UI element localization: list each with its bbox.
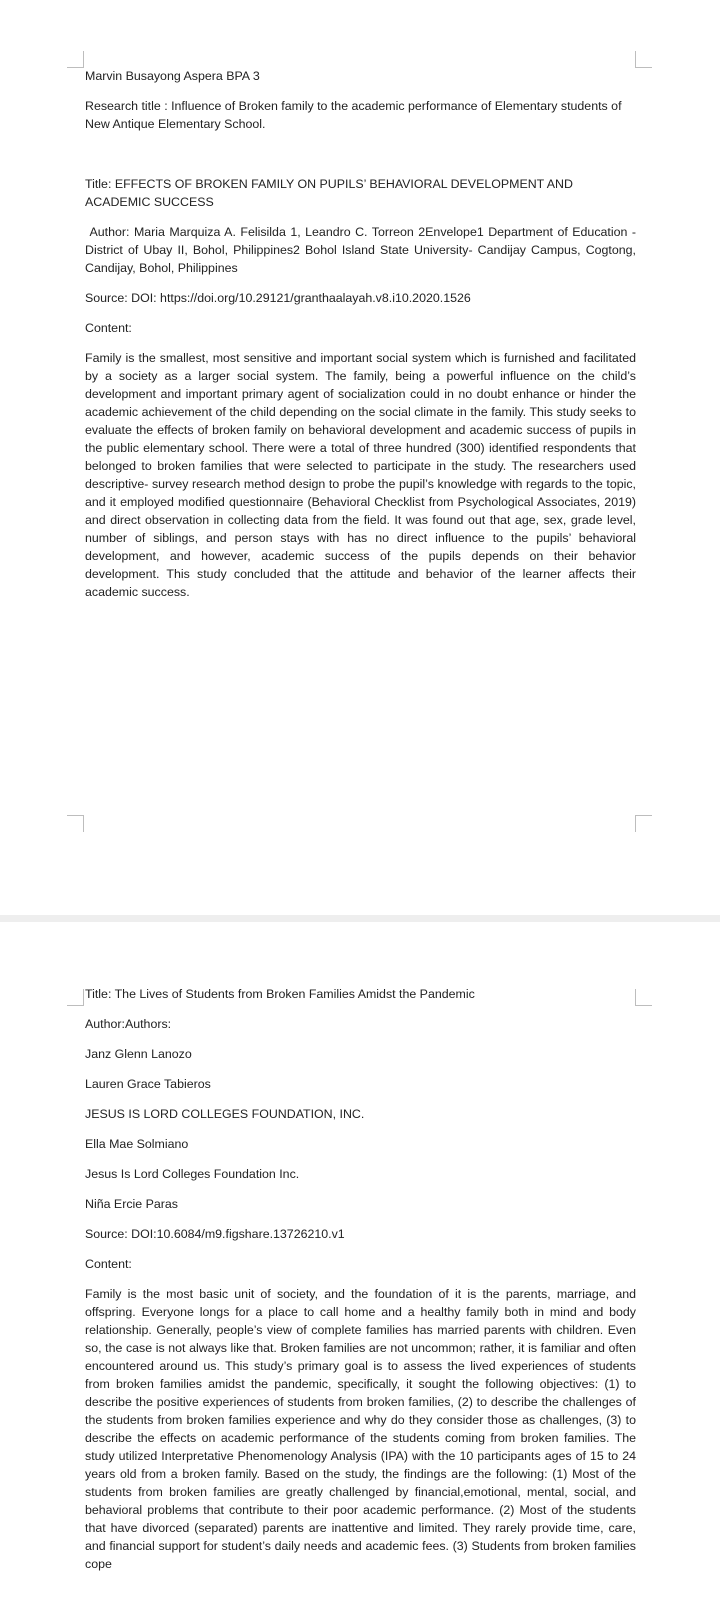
content-paragraph: Family is the most basic unit of society, and the foundation of it is the parents, marriage, and offspring. Everyone longs for a place to call home and a healthy family both in mind and body relationship. Generally, people’s view of complete families has married parents with children. Even so, the case is not always like that. Broken families are not uncommon; rather, it is familiar and often encountered around us. This study’s primary goal is to assess the lived experiences of students from broken families amidst the pandemic, specifically, it sought the following objectives: (1) to describe the positive experiences of students from broken families, (2) to describe the challenges of the students from broken families experience and why do they consider those as challenges, (3) to describe the effects on academic performance of the students coming from broken families. The study utilized Interpretative Phenomenology Analysis (IPA) with the 10 participants ages of 15 to 24 years old from a broken family. Based on the study, the findings are the following: (1) Most of the students from broken families are greatly challenged by financial,emotional, mental, social, and behavioral problems that contribute to their poor academic performance. (2) Most of the students that have divorced (separated) parents are inattentive and limited. They rarely provide time, care, and financial support for student’s daily needs and academic fees. (3) Students from broken families cope [85, 1287, 636, 1571]
page-2-body [85, 985, 636, 1585]
author-affiliation: Jesus Is Lord Colleges Foundation Inc. [85, 1167, 300, 1181]
page-1-body [85, 67, 640, 613]
author-label: Author:Authors: [85, 1017, 172, 1031]
author-name: Janz Glenn Lanozo [85, 1047, 192, 1061]
page-separator [0, 915, 720, 922]
crop-mark-bottom-right [635, 815, 652, 832]
research-title: Research title : Influence of Broken family to the academic performance of Elementary students of New Antique Elementary School. [85, 99, 622, 131]
author-name: Ella Mae Solmiano [85, 1137, 189, 1151]
author-name: Niña Ercie Paras [85, 1197, 178, 1211]
crop-mark-top-left [67, 989, 84, 1006]
crop-mark-bottom-left [67, 815, 84, 832]
content-label: Content: [85, 321, 132, 335]
study-title: Title: EFFECTS OF BROKEN FAMILY ON PUPILS’ BEHAVIORAL DEVELOPMENT AND ACADEMIC SUCCESS [85, 177, 573, 209]
document-page-2 [0, 922, 720, 1600]
crop-mark-top-left [67, 51, 84, 68]
content-label: Content: [85, 1257, 132, 1271]
study-source: Source: DOI: https://doi.org/10.29121/granthaalayah.v8.i10.2020.1526 [85, 291, 471, 305]
content-paragraph: Family is the smallest, most sensitive and important social system which is furnished and facilitated by a society as a larger social system. The family, being a powerful influence on the child’s development and important primary agent of socialization could in no doubt enhance or hinder the academic achievement of the child depending on the social climate in the family. This study seeks to evaluate the effects of broken family on behavioral development and academic success of pupils in the public elementary school. There were a total of three hundred (300) identified respondents that belonged to broken families that were selected to participate in the study. The researchers used descriptive- survey research method design to probe the pupil’s knowledge with regards to the topic, and it employed modified questionnaire (Behavioral Checklist from Psychological Associates, 2019) and direct observation in collecting data from the field. It was found out that age, sex, grade level, number of siblings, and person stays with has no direct influence to the pupils’ behavioral development, and however, academic success of the pupils depends on their behavior development. This study concluded that the attitude and behavior of the learner affects their academic success. [85, 351, 636, 599]
study-author: Author: Maria Marquiza A. Felisilda 1, Leandro C. Torreon 2Envelope1 Department of Education - District of Ubay II, Bohol, Philippines2 Bohol Island State University- Candijay Campus, Cogtong, Candijay, Bohol, Philippines [85, 225, 640, 275]
crop-mark-top-right [635, 51, 652, 68]
study-source: Source: DOI:10.6084/m9.figshare.13726210.v1 [85, 1227, 345, 1241]
author-name: Lauren Grace Tabieros [85, 1077, 211, 1091]
author-affiliation: JESUS IS LORD COLLEGES FOUNDATION, INC. [85, 1107, 365, 1121]
study-title: Title: The Lives of Students from Broken Families Amidst the Pandemic [85, 987, 475, 1001]
crop-mark-top-right [635, 989, 652, 1006]
student-name-line: Marvin Busayong Aspera BPA 3 [85, 69, 260, 83]
